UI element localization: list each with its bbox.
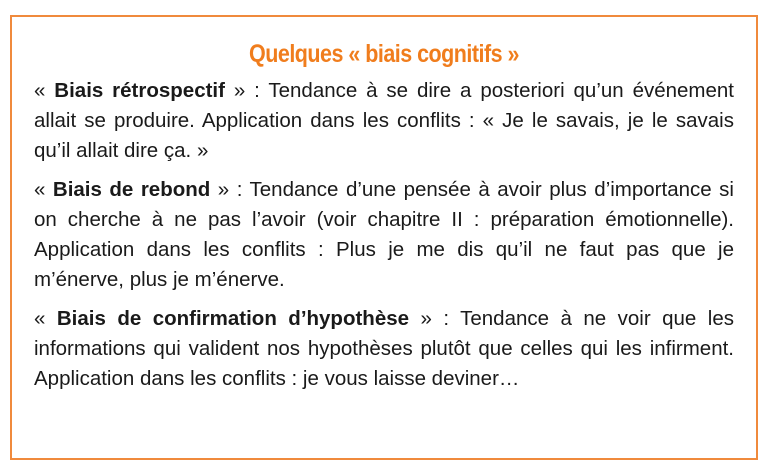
box-title: Quelques « biais cognitifs »: [249, 40, 519, 68]
entry-close-quote: »: [210, 178, 230, 201]
entry-confirmation-bias: [34, 304, 734, 394]
entry-term: Biais de rebond: [52, 178, 211, 201]
entry-close-quote: »: [409, 307, 432, 330]
entry-close-quote: »: [224, 79, 246, 102]
entry-open-quote: «: [34, 79, 55, 102]
entry-term: Biais de confirmation d’hypothèse: [56, 307, 410, 330]
entry-open-quote: «: [34, 178, 53, 201]
entry-term: Biais rétrospectif: [54, 79, 225, 102]
entry-definition: : Tendance d’une pensée à avoir plus d’importance si on cherche à ne pas l’avoir (voir chapitre II : préparation émotionnelle). Application dans les conflits : Plus je me dis qu’il ne faut pas que je m’énerve, plus je m’énerve.: [34, 178, 734, 291]
bias-box: [10, 15, 758, 460]
entry-definition: : Tendance à ne voir que les informations qui valident nos hypothèses plutôt que celles qui les infirment. Application dans les conflits : je vous laisse deviner…: [34, 307, 734, 390]
entry-definition: : Tendance à se dire a posteriori qu’un événement allait se produire. Application dans les conflits : « Je le savais, je le savais qu’il allait dire ça. »: [34, 79, 734, 162]
entry-open-quote: «: [34, 307, 57, 330]
entry-rebound-bias: [34, 175, 734, 295]
entry-retrospective-bias: [34, 76, 734, 166]
